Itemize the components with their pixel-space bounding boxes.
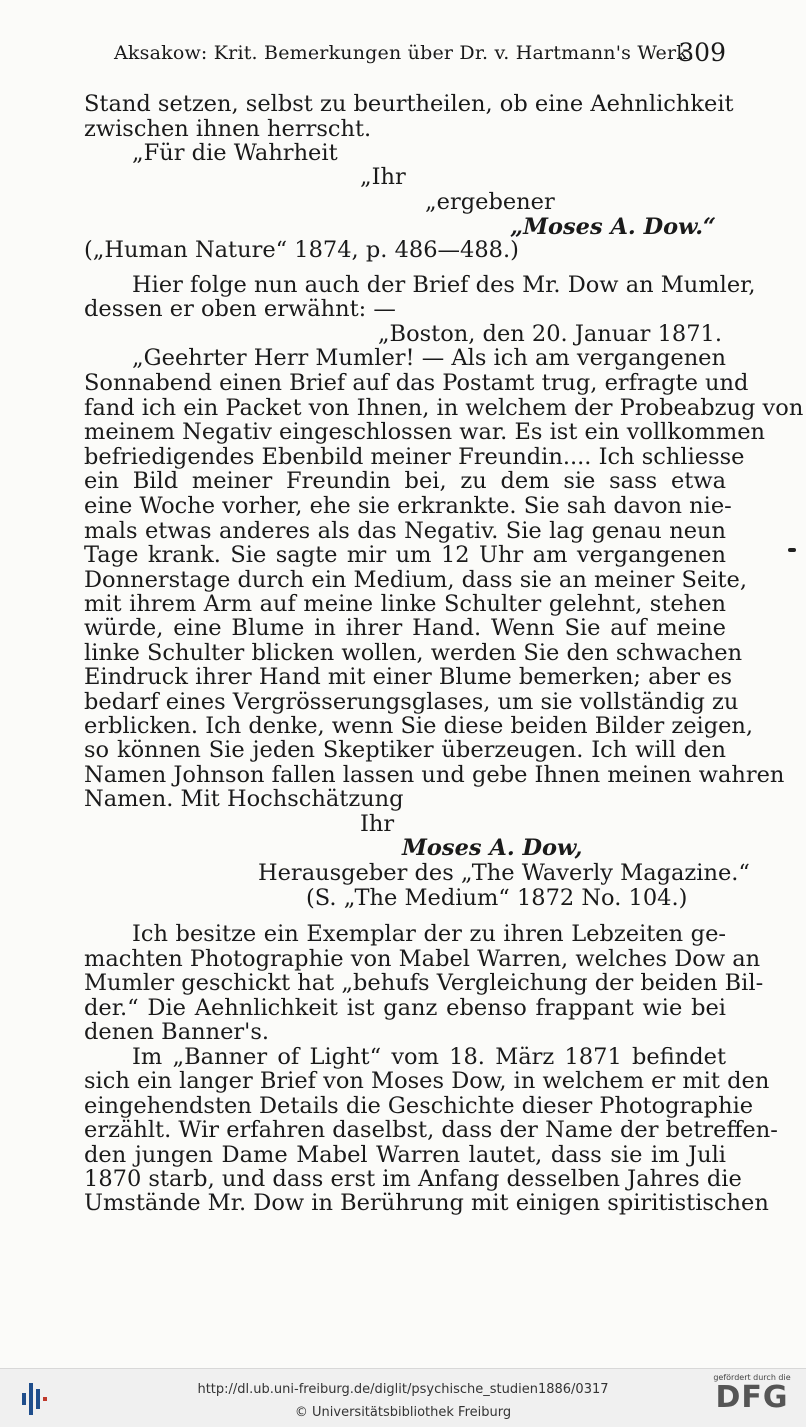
text-line: „Geehrter Herr Mumler! — Als ich am vergangenen — [132, 345, 726, 371]
margin-mark — [788, 548, 796, 552]
text-line: zwischen ihnen herrscht. — [84, 116, 372, 142]
viewer-footer — [0, 1368, 806, 1427]
text-line: Namen. Mit Hochschätzung — [84, 786, 404, 812]
text-line: Eindruck ihrer Hand mit einer Blume bemerken; aber es — [84, 664, 733, 690]
text-line: eingehendsten Details die Geschichte dieser Photographie — [84, 1093, 754, 1119]
text-line: Ich besitze ein Exemplar der zu ihren Lebzeiten ge- — [132, 921, 726, 947]
text-line: Im „Banner of Light“ vom 18. März 1871 befindet — [132, 1044, 726, 1070]
text-line: fand ich ein Packet von Ihnen, in welchem der Probeabzug von — [84, 395, 804, 421]
text-line: den jungen Dame Mabel Warren lautet, dass sie im Juli — [84, 1142, 726, 1168]
text-line: Namen Johnson fallen lassen und gebe Ihnen meinen wahren — [84, 762, 785, 788]
text-line: ein Bild meiner Freundin bei, zu dem sie sass etwa — [84, 468, 726, 494]
text-line: Herausgeber des „The Waverly Magazine.“ — [258, 860, 750, 886]
text-line: „Boston, den 20. Januar 1871. — [377, 321, 722, 347]
text-line: Sonnabend einen Brief auf das Postamt trug, erfragte und — [84, 370, 749, 396]
dfg-caption: gefördert durch die — [713, 1373, 791, 1382]
running-header — [84, 38, 726, 72]
running-title: Aksakow: Krit. Bemerkungen über Dr. v. Hartmann's Werk. — [114, 42, 695, 64]
text-line: der.“ Die Aehnlichkeit ist ganz ebenso frappant wie bei — [84, 995, 726, 1021]
text-line: Tage krank. Sie sagte mir um 12 Uhr am vergangenen — [84, 542, 726, 568]
text-line: so können Sie jeden Skeptiker überzeugen. Ich will den — [84, 737, 726, 763]
dfg-logo — [710, 1373, 794, 1414]
text-line: Stand setzen, selbst zu beurtheilen, ob eine Aehnlichkeit — [84, 91, 734, 117]
text-line: bedarf eines Vergrösserungsglases, um sie vollständig zu — [84, 689, 739, 715]
dfg-wordmark: DFG — [715, 1380, 789, 1415]
text-line: „Moses A. Dow.“ — [510, 214, 716, 240]
text-line: mit ihrem Arm auf meine linke Schulter gelehnt, stehen — [84, 591, 726, 617]
text-line: eine Woche vorher, ehe sie erkrankte. Sie sah davon nie- — [84, 493, 732, 519]
text-line: (S. „The Medium“ 1872 No. 104.) — [306, 885, 688, 911]
source-url[interactable]: http://dl.ub.uni-freiburg.de/diglit/psychische_studien1886/0317 — [197, 1382, 609, 1397]
page-number: 309 — [678, 38, 726, 67]
text-line: 1870 starb, und dass erst im Anfang desselben Jahres die — [84, 1166, 742, 1192]
text-line: linke Schulter blicken wollen, werden Sie den schwachen — [84, 640, 743, 666]
copyright-notice: © Universitätsbibliothek Freiburg — [294, 1405, 512, 1420]
text-line: Ihr — [360, 811, 395, 837]
text-line: meinem Negativ eingeschlossen war. Es ist ein vollkommen — [84, 419, 765, 445]
text-line: Hier folge nun auch der Brief des Mr. Dow an Mumler, — [132, 272, 756, 298]
text-line: erzählt. Wir erfahren daselbst, dass der Name der betreffen- — [84, 1117, 778, 1143]
text-line: erblicken. Ich denke, wenn Sie diese beiden Bilder zeigen, — [84, 713, 754, 739]
text-line: „Ihr — [360, 164, 406, 190]
text-line: Mumler geschickt hat „behufs Vergleichung der beiden Bil- — [84, 970, 764, 996]
text-line: würde, eine Blume in ihrer Hand. Wenn Sie auf meine — [84, 615, 726, 641]
text-line: „Für die Wahrheit — [132, 140, 338, 166]
text-line: Umstände Mr. Dow in Berührung mit einigen spiritistischen — [84, 1190, 769, 1216]
text-line: Moses A. Dow, — [402, 835, 583, 861]
text-line: Donnerstage durch ein Medium, dass sie an meiner Seite, — [84, 567, 747, 593]
text-line: dessen er oben erwähnt: — — [84, 296, 396, 322]
text-line: machten Photographie von Mabel Warren, welches Dow an — [84, 946, 761, 972]
text-line: mals etwas anderes als das Negativ. Sie lag genau neun — [84, 518, 726, 544]
text-line: befriedigendes Ebenbild meiner Freundin.... Ich schliesse — [84, 444, 745, 470]
text-line: („Human Nature“ 1874, p. 486—488.) — [84, 237, 519, 263]
text-line: „ergebener — [425, 189, 555, 215]
text-line: sich ein langer Brief von Moses Dow, in welchem er mit den — [84, 1068, 770, 1094]
text-line: denen Banner's. — [84, 1019, 270, 1045]
